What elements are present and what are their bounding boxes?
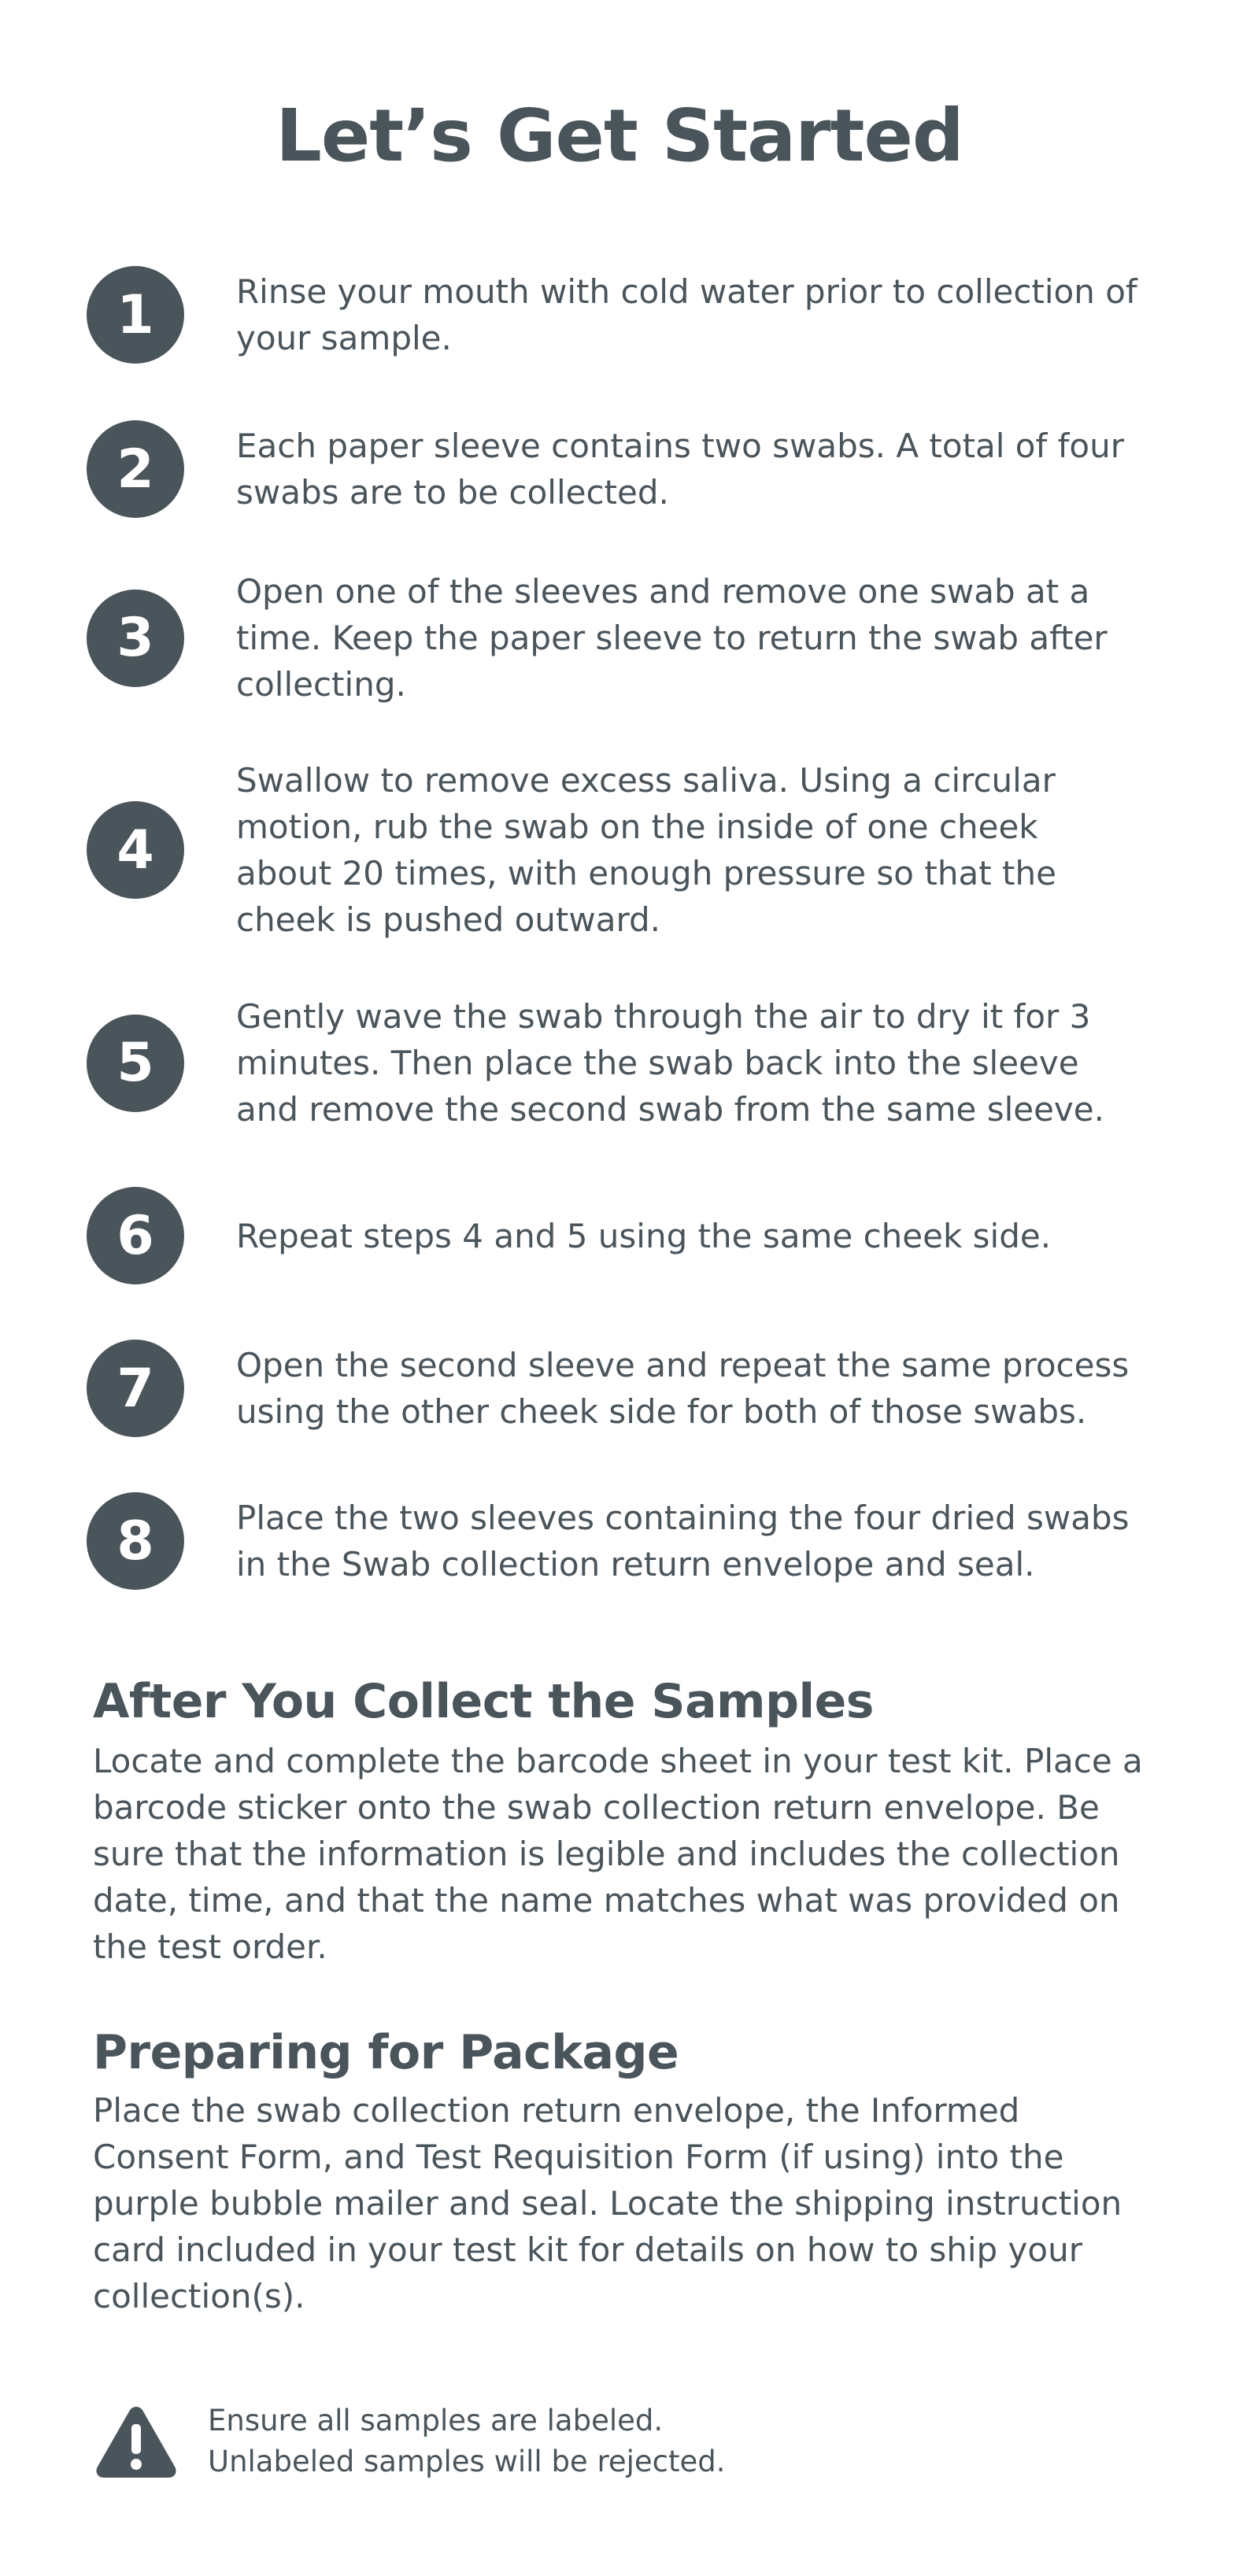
step-text: Rinse your mouth with cold water prior to collection of your sample. [236,272,1137,357]
step-number-badge: 8 [87,1492,184,1590]
step-1 [87,266,1157,364]
page-title: Let’s Get Started [276,94,963,178]
step-4 [87,757,1157,943]
after-collect-body: Locate and complete the barcode sheet in your test kit. Place a barcode sticker onto the swab collection return envelope. Be sure that the information is legible and includes the collection date, time, and that the name matches what was provided on the test order. [93,1742,1143,1966]
step-7 [87,1340,1157,1437]
step-text: Each paper sleeve contains two swabs. A total of four swabs are to be collected. [236,427,1125,512]
preparing-body: Place the swab collection return envelope, the Informed Consent Form, and Test Requisition Form (if using) into the purple bubble mailer and seal. Locate the shipping instruction card included in your test kit for details on how to ship your collection(s). [93,2091,1122,2315]
step-number-badge: 6 [87,1187,184,1284]
preparing-heading: Preparing for Package [93,2025,679,2080]
step-number-badge: 5 [87,1015,184,1112]
step-8 [87,1492,1157,1590]
step-number-badge: 3 [87,589,184,687]
step-6 [87,1187,1157,1284]
warning-text [208,2400,726,2482]
warning-line-2: Unlabeled samples will be rejected. [208,2445,726,2478]
warning-line-1: Ensure all samples are labeled. [208,2404,664,2437]
after-collect-heading: After You Collect the Samples [93,1674,874,1729]
step-text: Open the second sleeve and repeat the same process using the other cheek side for both of those swabs. [236,1346,1130,1431]
step-number-badge: 4 [87,801,184,899]
step-2 [87,420,1157,518]
step-3 [87,568,1157,708]
step-text: Swallow to remove excess saliva. Using a circular motion, rub the swab on the inside of one cheek about 20 times, with enough pressure so that the cheek is pushed outward. [236,761,1056,939]
step-number-badge: 1 [87,266,184,364]
step-number-badge: 2 [87,420,184,518]
warning-notice [93,2400,726,2482]
step-number-badge: 7 [87,1340,184,1437]
step-text: Gently wave the swab through the air to dry it for 3 minutes. Then place the swab back into the sleeve and remove the second swab from the same sleeve. [236,997,1104,1129]
warning-triangle-icon [93,2402,179,2481]
step-text: Open one of the sleeves and remove one swab at a time. Keep the paper sleeve to return the swab after collecting. [236,572,1108,704]
step-text: Place the two sleeves containing the four dried swabs in the Swab collection return envelope and seal. [236,1499,1130,1584]
step-5 [87,993,1157,1133]
step-text: Repeat steps 4 and 5 using the same cheek side. [236,1216,1052,1255]
